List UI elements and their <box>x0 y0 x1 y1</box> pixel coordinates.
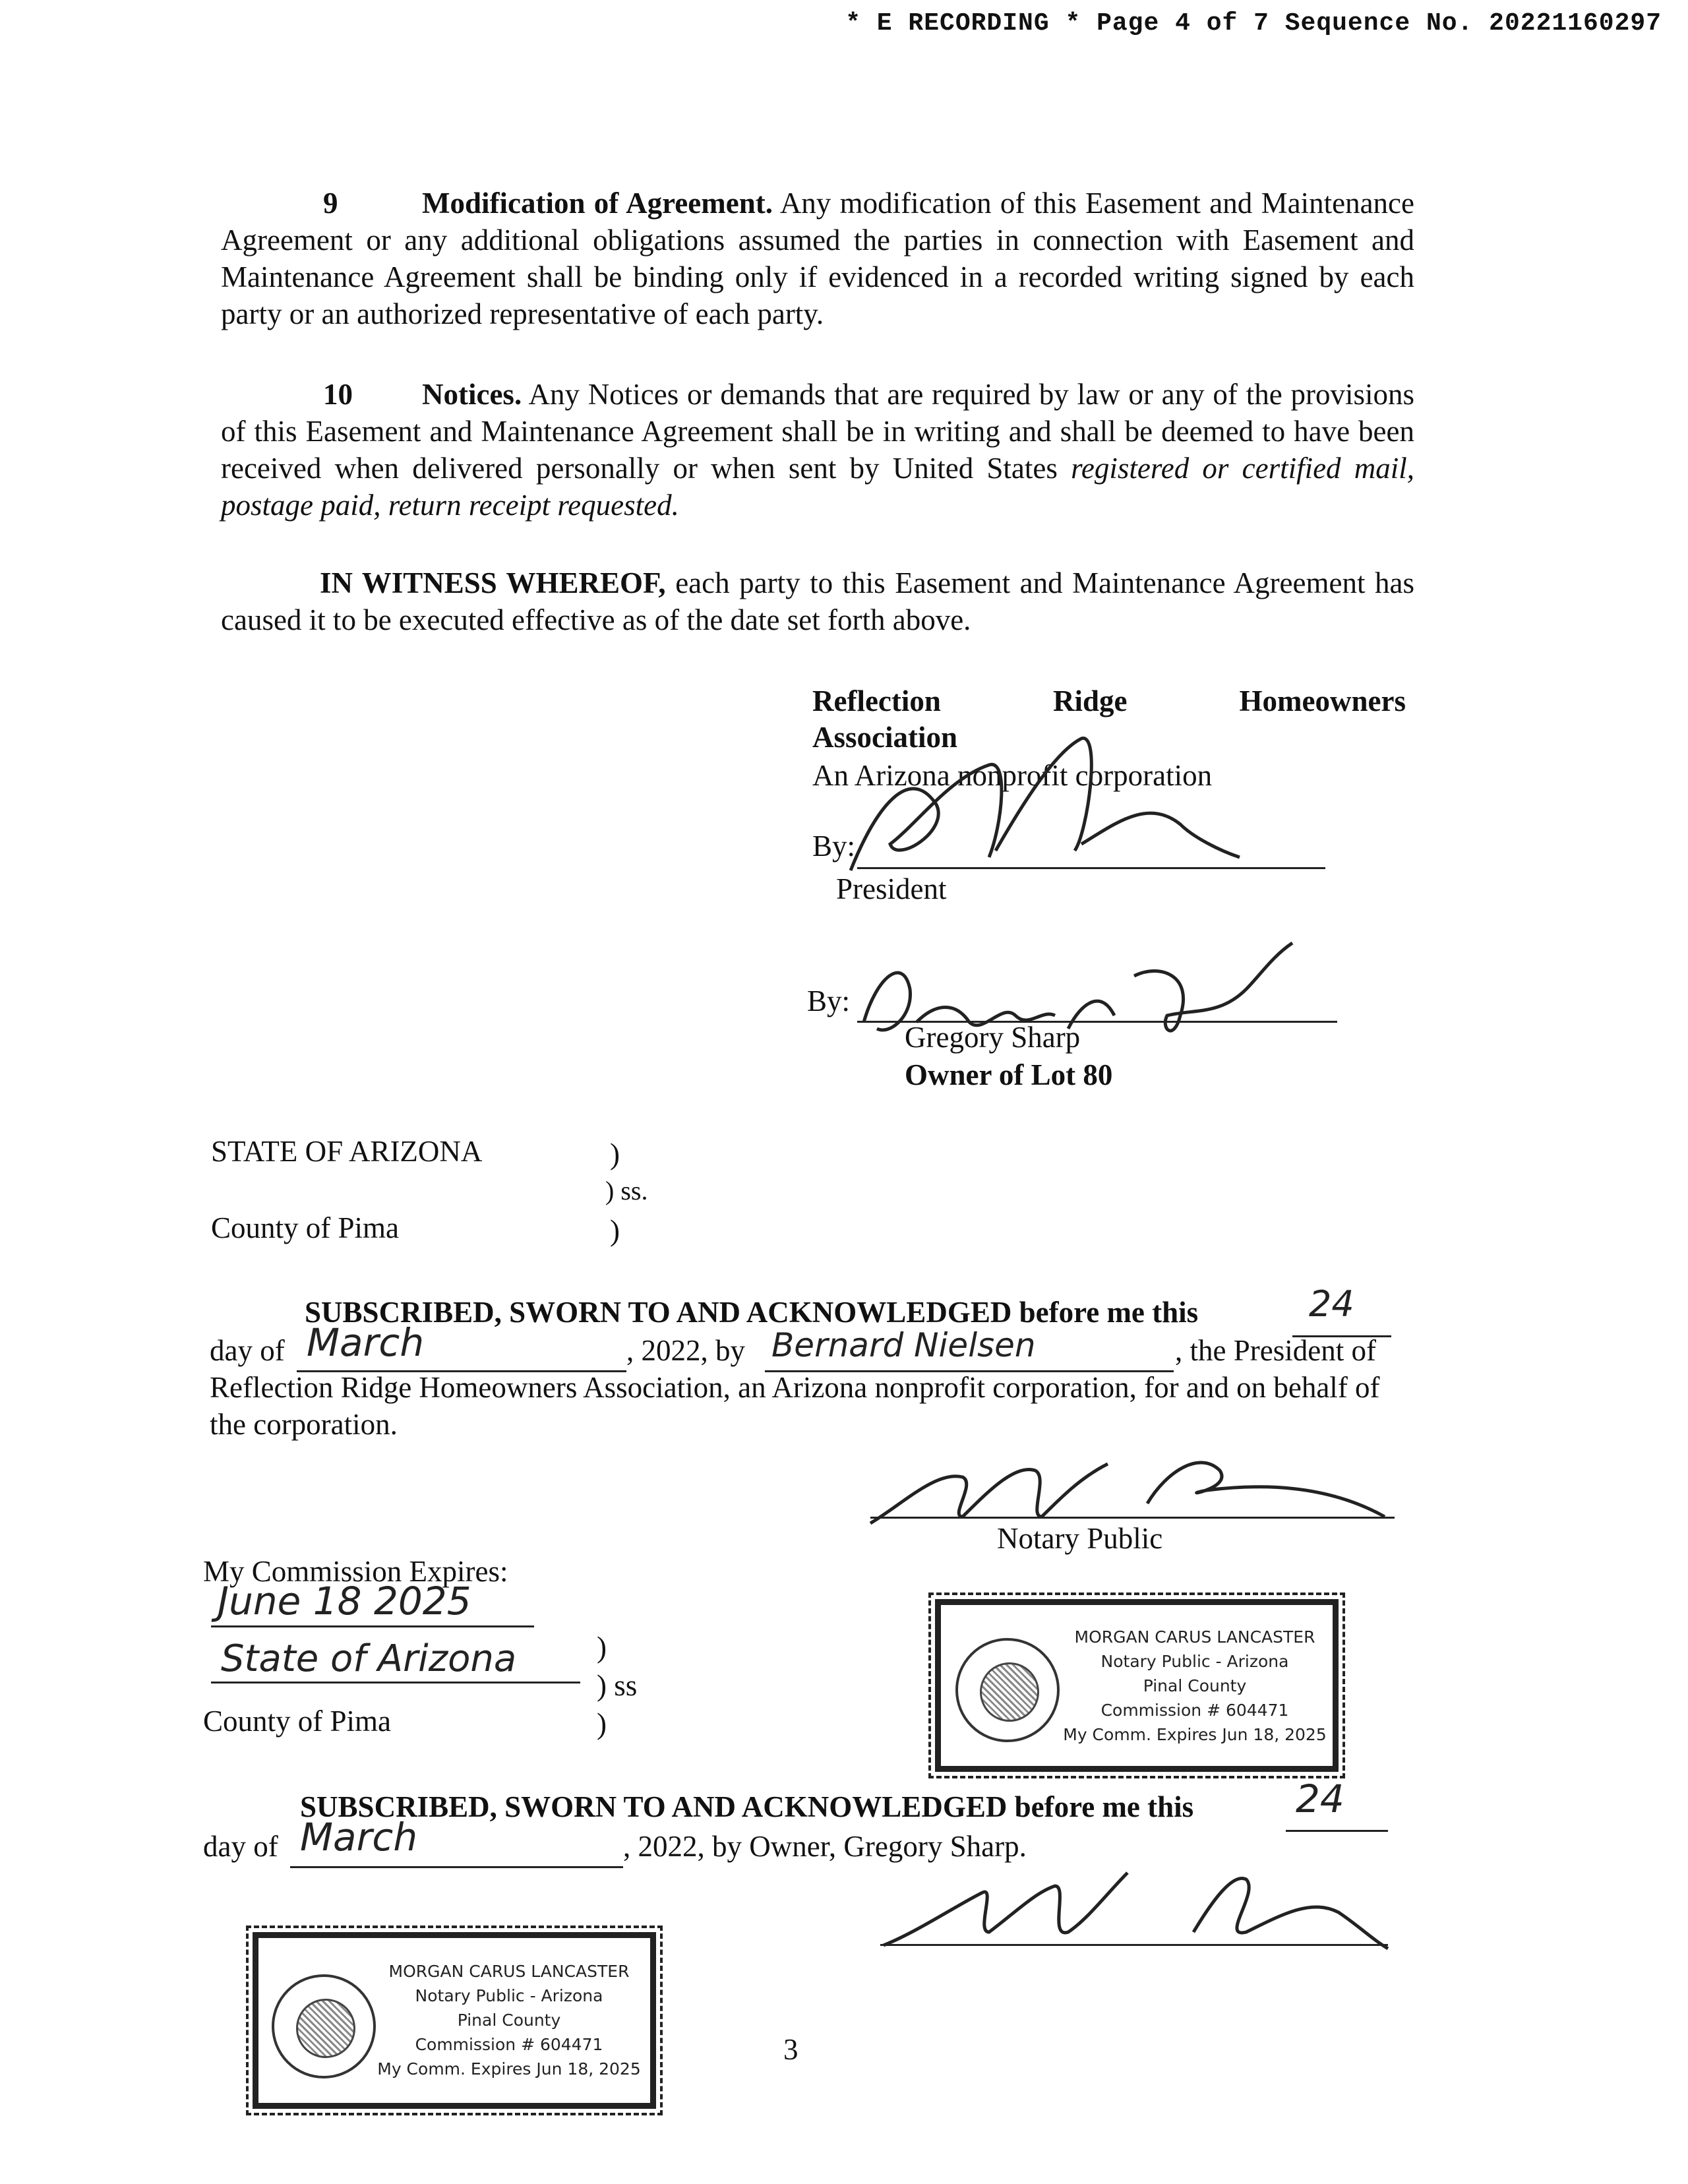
venue-paren-1a: ) <box>610 1138 620 1170</box>
venue-state-2-line <box>211 1682 580 1684</box>
ack1-name-value: Bernard Nielsen <box>771 1326 1036 1364</box>
notary-stamp-1 <box>935 1599 1339 1772</box>
stamp-2-county: Pinal County <box>457 2011 561 2030</box>
section-9-text: Any modification of this Easement and Maintenance Agreement or any additional obligations assumed the parties in connection with Easement and Maintenance Agreement shall be binding only if evidenced in a recorded writing signed by each party or an authorized representative of each party. <box>221 187 1414 330</box>
notary-signature-line-2 <box>880 1944 1388 1946</box>
ack2-day-of: day of <box>203 1830 278 1863</box>
stamp-1-title: Notary Public - Arizona <box>1100 1652 1289 1671</box>
section-9-heading: Modification of Agreement. <box>422 187 773 220</box>
commission-date-line <box>211 1625 534 1627</box>
ack2-month-value: March <box>300 1815 418 1860</box>
section-9 <box>221 185 1414 332</box>
president-signature <box>837 725 1246 884</box>
notary-signature-2 <box>877 1866 1391 1952</box>
ack1-after-name: , the President of <box>1175 1334 1376 1367</box>
stamp-1-name: MORGAN CARUS LANCASTER <box>1074 1627 1315 1647</box>
recording-header: * E RECORDING * Page 4 of 7 Sequence No. 20221160297 <box>845 9 1662 38</box>
ack1-year-by: , 2022, by <box>626 1334 745 1367</box>
notary-stamp-2 <box>253 1932 656 2109</box>
section-9-number: 9 <box>323 187 338 220</box>
state-seal-icon <box>272 1974 376 2078</box>
ack1-day-value: 24 <box>1309 1283 1354 1325</box>
venue-state-1: STATE OF ARIZONA <box>211 1135 483 1168</box>
section-10-italic-text: registered or certified mail, postage paid, return receipt requested. <box>221 452 1415 522</box>
section-10-heading: Notices. <box>422 378 522 411</box>
section-10 <box>221 376 1414 524</box>
ack1-lead: SUBSCRIBED, SWORN TO AND ACKNOWLEDGED before me this <box>305 1296 1199 1329</box>
witness-text: each party to this Easement and Maintenance Agreement has caused it to be executed effective as of the date set forth above. <box>221 566 1414 636</box>
section-10-text: Any Notices or demands that are required by law or any of the provisions of this Easement and Maintenance Agreement shall be in writing and shall be deemed to have been received when delivered personally or when sent by United States <box>221 378 1414 485</box>
venue-state-2-value: State of Arizona <box>221 1637 517 1680</box>
ack1-month-value: March <box>307 1320 425 1365</box>
stamp-2-commission: Commission # 604471 <box>415 2035 603 2054</box>
venue-paren-1b: ) <box>610 1214 620 1247</box>
ack2-day-value: 24 <box>1296 1776 1344 1821</box>
stamp-2-name: MORGAN CARUS LANCASTER <box>388 1962 630 1981</box>
witness-clause <box>221 564 1414 638</box>
org-type: An Arizona nonprofit corporation <box>812 759 1213 792</box>
stamp-1-expires: My Comm. Expires Jun 18, 2025 <box>1063 1725 1327 1744</box>
org-name-line2: Association <box>812 721 958 754</box>
stamp-2-title: Notary Public - Arizona <box>415 1986 603 2005</box>
venue-county-1: County of Pima <box>211 1211 400 1244</box>
ack2-day-line <box>1286 1830 1388 1832</box>
notary-public-label: Notary Public <box>997 1522 1163 1555</box>
org-name-line1: Reflection Ridge Homeowners <box>812 684 1406 717</box>
ack2-rest: , 2022, by Owner, Gregory Sharp. <box>623 1830 1027 1863</box>
stamp-1-commission: Commission # 604471 <box>1100 1701 1289 1720</box>
notary-signature-line-1 <box>870 1517 1395 1519</box>
commission-date-value: June 18 2025 <box>218 1579 471 1623</box>
ack1-rest: Reflection Ridge Homeowners Association, an Arizona nonprofit corporation, for and on behalf of the corporation. <box>210 1371 1380 1441</box>
venue-paren-2a: ) <box>597 1631 607 1664</box>
owner-title: Owner of Lot 80 <box>905 1058 1113 1091</box>
by-label-1: By: <box>812 830 856 863</box>
ack2-month-line <box>290 1866 623 1868</box>
witness-heading: IN WITNESS WHEREOF, <box>320 566 666 599</box>
section-10-number: 10 <box>323 378 353 411</box>
venue-ss-2: ) ss <box>597 1669 638 1702</box>
president-title: President <box>836 872 947 905</box>
ack2-lead: SUBSCRIBED, SWORN TO AND ACKNOWLEDGED before me this <box>300 1790 1194 1823</box>
commission-label: My Commission Expires: <box>203 1555 508 1588</box>
venue-county-2: County of Pima <box>203 1705 392 1738</box>
venue-ss-1: ) ss. <box>605 1176 648 1205</box>
page-number: 3 <box>783 2033 799 2066</box>
ack1-day-of: day of <box>210 1334 285 1367</box>
stamp-2-expires: My Comm. Expires Jun 18, 2025 <box>377 2059 641 2078</box>
venue-paren-2b: ) <box>597 1707 607 1740</box>
stamp-1-county: Pinal County <box>1143 1676 1247 1695</box>
state-seal-icon <box>955 1638 1060 1742</box>
owner-name: Gregory Sharp <box>905 1021 1081 1054</box>
by-label-2: By: <box>807 985 851 1017</box>
